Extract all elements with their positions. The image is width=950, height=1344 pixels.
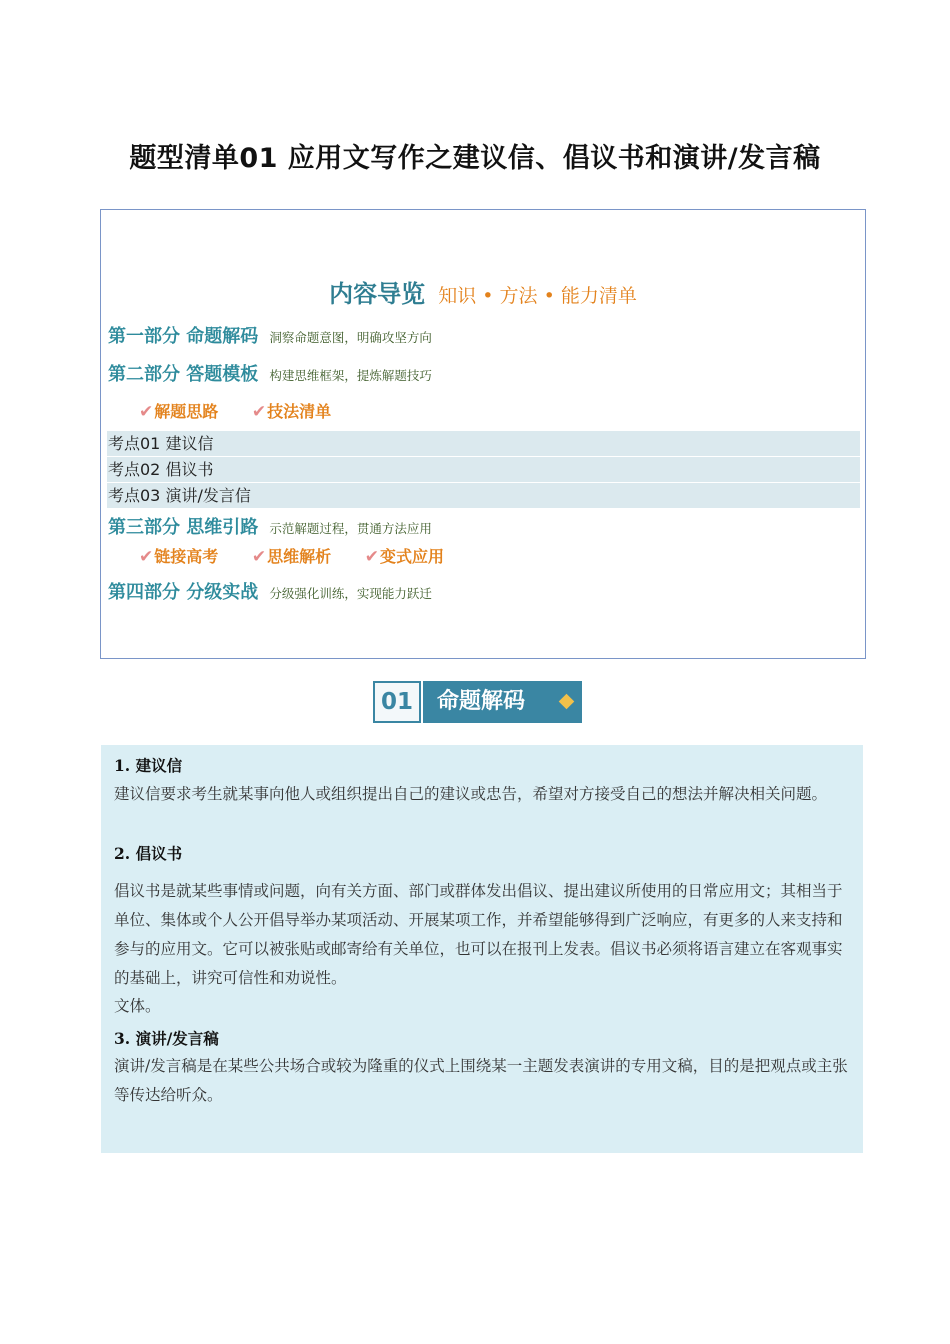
part-4 [108,578,432,604]
kaodian-row: 考点03 演讲/发言信 [107,483,860,508]
overview-subtitle: 知识 • 方法 • 能力清单 [438,285,637,307]
checkmark-icon: ✔ [139,547,154,567]
checkmark-icon: ✔ [251,402,267,422]
part-desc: 构建思维框架，提炼解题技巧 [269,368,432,383]
section-paragraph: 文体。 [114,997,161,1015]
overview-heading [101,274,865,309]
part-3-checklist [139,544,472,567]
part-label: 第三部分 思维引路 [108,517,259,538]
part-desc: 示范解题过程，贯通方法应用 [269,521,432,536]
check-item: ✔链接高考 [139,547,219,567]
section-paragraph: 倡议书是就某些事情或问题，向有关方面、部门或群体发出倡议、提出建议所使用的日常应用文；其相当于单位、集体或个人公开倡导举办某项活动、开展某项工作，并希望能够得到广泛响应，有更多的人来支持和参与的应用文。它可以被张贴或邮寄给有关单位，也可以在报刊上发表。倡议书必须将语言建立在客观事实的基础上，讲究可信性和劝说性。 [114,882,843,987]
checkmark-icon: ✔ [139,402,154,422]
part-2 [108,360,432,386]
check-item: ✔解题思路 [139,402,219,422]
check-item: ✔变式应用 [364,547,444,567]
overview-title: 内容导览 [329,280,426,308]
check-item: ✔技法清单 [251,402,332,422]
part-label: 第四部分 分级实战 [108,582,259,603]
section-badge [373,681,582,723]
part-label: 第二部分 答题模板 [108,364,259,385]
section-heading: 3. 演讲/发言稿 [114,1029,219,1048]
section-heading: 1. 建议信 [114,756,183,775]
section-heading: 2. 倡议书 [114,844,183,863]
part-2-checklist [139,399,359,422]
kaodian-row: 考点02 倡议书 [107,457,860,482]
part-label: 第一部分 命题解码 [108,326,259,347]
decode-content-box [101,745,863,1153]
part-desc: 分级强化训练，实现能力跃迁 [269,586,432,601]
section-paragraph: 演讲/发言稿是在某些公共场合或较为隆重的仪式上围绕某一主题发表演讲的专用文稿，目的是把观点或主张等传达给听众。 [114,1057,848,1104]
kaodian-row: 考点01 建议信 [107,431,860,456]
part-1 [108,322,432,348]
diamond-icon [559,694,575,710]
checkmark-icon: ✔ [251,547,267,567]
section-paragraph: 建议信要求考生就某事向他人或组织提出自己的建议或忠告，希望对方接受自己的想法并解决相关问题。 [114,785,828,803]
section-number: 01 [373,681,421,723]
content-overview-box [100,209,866,659]
part-desc: 洞察命题意图，明确攻坚方向 [269,330,432,345]
checkmark-icon: ✔ [364,547,379,567]
part-3 [108,513,432,539]
section-label: 命题解码 [423,681,582,723]
check-item: ✔思维解析 [251,547,332,567]
page-title: 题型清单01 应用文写作之建议信、倡议书和演讲/发言稿 [129,143,821,174]
